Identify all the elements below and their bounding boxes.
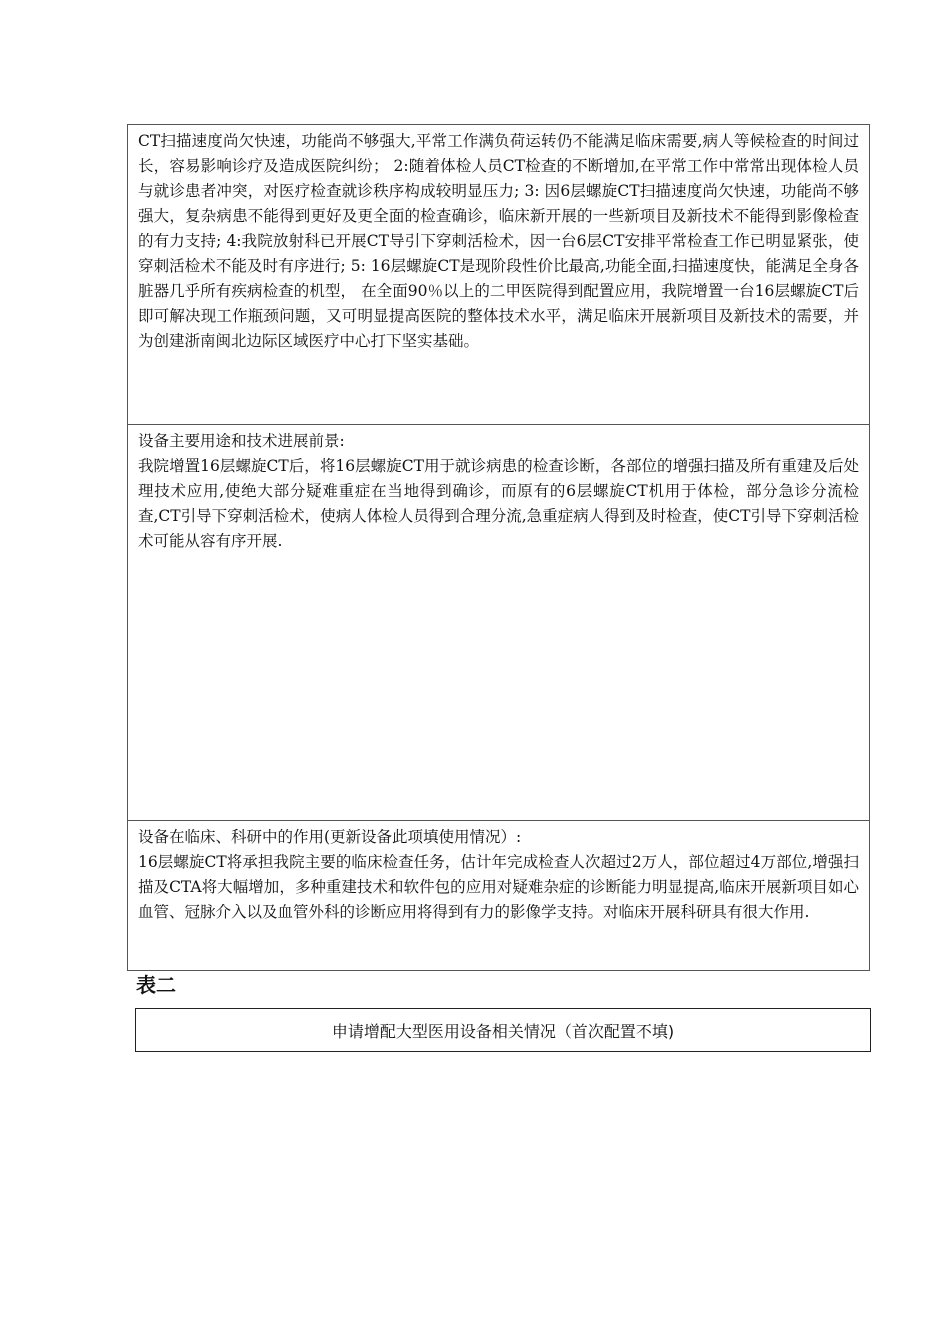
reasons-section (127, 124, 870, 425)
role-text: 16层螺旋CT将承担我院主要的临床检查任务，估计年完成检查人次超过2万人，部位超过4万部位,增强扫描及CTA将大幅增加，多种重建技术和软件包的应用对疑难杂症的诊断能力明显提高,临床开展新项目如心血管、冠脉介入以及血管外科的诊断应用将得到有力的影像学支持。对临床开展科研具有很大作用. (138, 853, 859, 921)
table-two-header (135, 1008, 871, 1052)
table-two-header-text: 申请增配大型医用设备相关情况（首次配置不填) (331, 1021, 675, 1041)
clinical-research-role-section (127, 820, 870, 971)
usage-heading: 设备主要用途和技术进展前景: (138, 432, 345, 450)
reasons-text: CT扫描速度尚欠快速，功能尚不够强大,平常工作满负荷运转仍不能满足临床需要,病人等候检查的时间过长，容易影响诊疗及造成医院纠纷； 2:随着体检人员CT检查的不断增加,在平常工作中常常出现体检人员与就诊患者冲突，对医疗检查就诊秩序构成较明显压力; 3: 因6层螺旋CT扫描速度尚欠快速，功能尚不够强大，复杂病患不能得到更好及更全面的检查确诊，临床新开展的一些新项目及新技术不能得到影像检查的有力支持; 4:我院放射科已开展CT导引下穿刺活检术，因一台6层CT安排平常检查工作已明显紧张，使穿刺活检术不能及时有序进行; 5: 16层螺旋CT是现阶段性价比最高,功能全面,扫描速度快，能满足全身各脏器几乎所有疾病检查的机型， 在全面90％以上的二甲医院得到配置应用，我院增置一台16层螺旋CT后即可解决现工作瓶颈问题，又可明显提高医院的整体技术水平，满足临床开展新项目及新技术的需要，并为创建浙南闽北边际区域医疗中心打下坚实基础。 (138, 132, 859, 350)
role-heading: 设备在临床、科研中的作用(更新设备此项填使用情况）: (138, 828, 522, 846)
usage-text: 我院增置16层螺旋CT后，将16层螺旋CT用于就诊病患的检查诊断，各部位的增强扫描及所有重建及后处理技术应用,使绝大部分疑难重症在当地得到确诊，而原有的6层螺旋CT机用于体检，部分急诊分流检查,CT引导下穿刺活检术，使病人体检人员得到合理分流,急重症病人得到及时检查，使CT引导下穿刺活检术可能从容有序开展. (138, 457, 859, 550)
table-two-label: 表二 (136, 973, 176, 997)
usage-section (127, 424, 870, 821)
